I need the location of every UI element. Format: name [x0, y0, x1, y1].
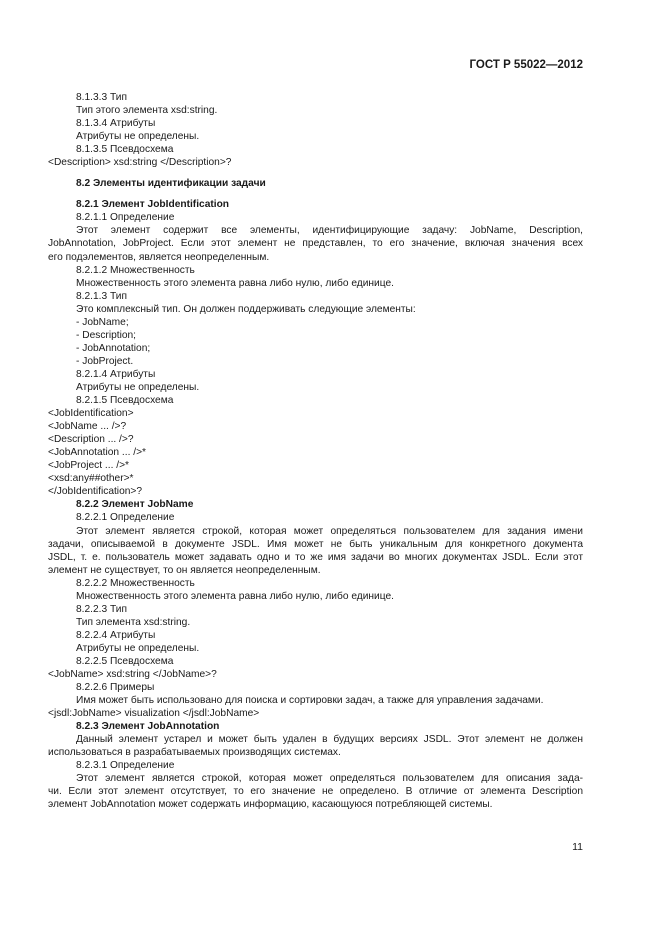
section-heading: 8.2.3 Элемент JobAnnotation	[76, 721, 220, 733]
text-line: чи. Если этот элемент отсутствует, то его значение не определено. В отличие от элемента Description	[48, 786, 583, 798]
paragraph-gap	[48, 190, 583, 198]
text-line: - JobAnnotation;	[76, 342, 151, 354]
section-heading: 8.2 Элементы идентификации задачи	[76, 178, 266, 190]
page-number: 11	[572, 841, 583, 853]
text-line: Данный элемент устарел и может быть удален в будущих версиях JSDL. Этот элемент не должен	[76, 734, 583, 746]
text-line: <JobName> xsd:string </JobName>?	[48, 669, 217, 681]
text-line: 8.2.2.2 Множественность	[76, 577, 195, 589]
text-line: Множественность этого элемента равна либо нулю, либо единице.	[76, 590, 394, 602]
text-line: его подэлементов, является неопределенным.	[48, 251, 270, 263]
text-line: 8.1.3.3 Тип	[76, 92, 127, 103]
text-line: 8.2.3.1 Определение	[76, 760, 175, 772]
text-line: элемент JobAnnotation может содержать информацию, касающуюся потребляющей системы.	[48, 799, 493, 811]
text-line: <xsd:any##other>*	[48, 473, 134, 485]
text-line: Тип элемента xsd:string.	[76, 616, 191, 628]
text-line: Множественность этого элемента равна либо нулю, либо единице.	[76, 277, 394, 289]
text-line: 8.2.2.4 Атрибуты	[76, 629, 156, 641]
text-line: <JobName ... />?	[48, 421, 127, 433]
text-line: <JobAnnotation ... />*	[48, 447, 146, 459]
text-line: - JobProject.	[76, 355, 134, 367]
text-line: 8.2.1.3 Тип	[76, 290, 127, 302]
text-line: Тип этого элемента xsd:string.	[76, 105, 218, 117]
text-line: </JobIdentification>?	[48, 486, 143, 498]
text-line: 8.1.3.4 Атрибуты	[76, 118, 156, 130]
text-line: использоваться в разрабатываемых производящих системах.	[48, 747, 341, 759]
text-line: Атрибуты не определены.	[76, 131, 200, 143]
text-line: <jsdl:JobName> visualization </jsdl:JobName>	[48, 708, 260, 720]
text-line: Этот элемент содержит все элементы, идентифицирующие задачу: JobName, Description,	[76, 225, 583, 237]
text-line: Имя может быть использовано для поиска и сортировки задач, а также для управления задачами.	[76, 695, 544, 707]
section-heading: 8.2.1 Элемент JobIdentification	[76, 199, 230, 211]
text-line: 8.1.3.5 Псевдосхема	[76, 144, 174, 156]
text-line: - JobName;	[76, 316, 129, 328]
text-line: Это комплексный тип. Он должен поддерживать следующие элементы:	[76, 303, 416, 315]
text-line: 8.2.1.4 Атрибуты	[76, 368, 156, 380]
text-line: - Description;	[76, 329, 137, 341]
text-line: Атрибуты не определены.	[76, 381, 200, 393]
text-line: Этот элемент является строкой, которая может определяться пользователем для описания зада-	[76, 773, 583, 785]
text-line: задачи, описываемой в документе JSDL. Имя может не быть уникальным для конкретного документа	[48, 538, 583, 550]
text-line: 8.2.1.2 Множественность	[76, 264, 195, 276]
text-line: <JobIdentification>	[48, 408, 134, 420]
text-line: 8.2.2.5 Псевдосхема	[76, 655, 174, 667]
text-line: <Description> xsd:string </Description>?	[48, 157, 232, 169]
text-line: 8.2.2.1 Определение	[76, 512, 175, 524]
text-line: <Description ... />?	[48, 434, 134, 446]
document-body	[48, 91, 583, 812]
text-line: 8.2.1.1 Определение	[76, 212, 175, 224]
text-line: 8.2.2.6 Примеры	[76, 682, 155, 694]
section-heading: 8.2.2 Элемент JobName	[76, 499, 194, 511]
paragraph-gap	[48, 169, 583, 177]
text-line: 8.2.1.5 Псевдосхема	[76, 395, 174, 407]
text-line: 8.2.2.3 Тип	[76, 603, 127, 615]
standard-header: ГОСТ Р 55022—2012	[469, 59, 583, 71]
text-line: элемент не существует, то он является неопределенным.	[48, 564, 321, 576]
text-line: JobAnnotation, JobProject. Если этот элемент не представлен, то его значение, включая значения всех	[48, 238, 583, 250]
text-line: Этот элемент является строкой, которая может определяться пользователем для задания имени	[76, 525, 583, 537]
text-line: <JobProject ... />*	[48, 460, 129, 472]
text-line: JSDL, т. е. пользователь может задавать одно и то же имя задачи во многих документах JSDL. Если этот	[48, 551, 583, 563]
text-line: Атрибуты не определены.	[76, 642, 200, 654]
